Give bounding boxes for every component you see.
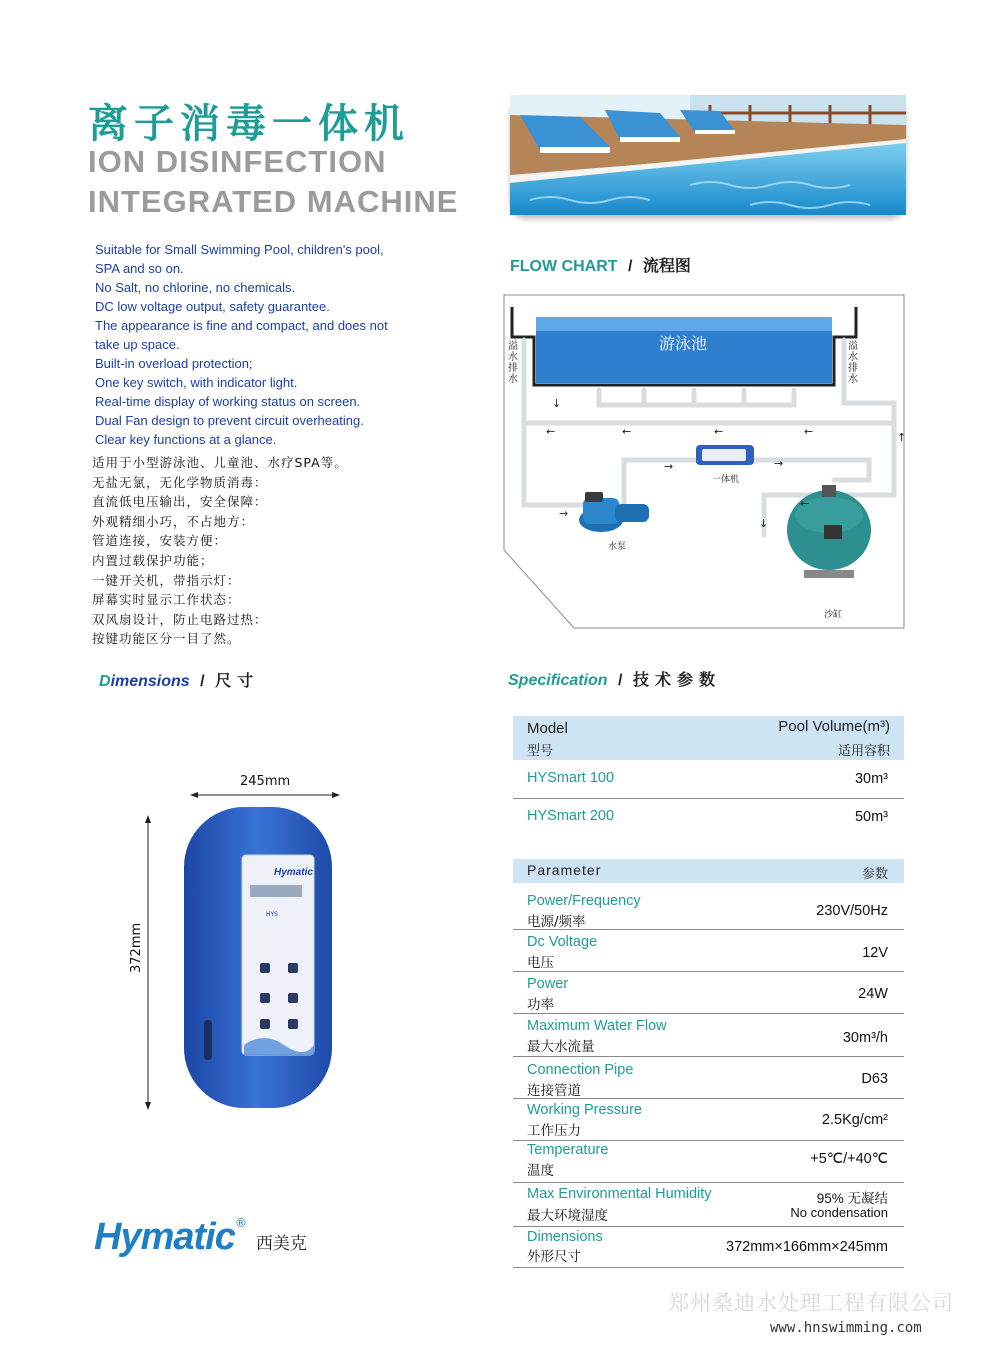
param-value: 372mm×166mm×245mm: [726, 1239, 888, 1255]
param-row: [513, 1227, 904, 1268]
device-illustration: [182, 805, 334, 1110]
param-name-cn: 连接管道: [527, 1083, 581, 1099]
svg-text:↓: ↓: [759, 517, 769, 530]
device-brand: Hymatic: [274, 867, 313, 878]
title-en-line1: ION DISINFECTION: [88, 144, 387, 179]
flow-chart-diagram: [504, 295, 907, 628]
svg-text:↓: ↓: [552, 397, 562, 410]
brand-logo: [94, 1216, 307, 1259]
svg-text:←: ←: [546, 425, 556, 438]
model-volume: 50m³: [854, 809, 888, 825]
brand-registered-mark: ®: [234, 1216, 247, 1230]
pump-label: 水泵: [608, 542, 627, 552]
param-value: 12V: [862, 945, 888, 961]
feature-cn-item: 直流低电压输出，安全保障：: [92, 494, 268, 510]
feature-en-item: Dual Fan design to prevent circuit overheating.: [95, 413, 364, 428]
param-name-cn: 电源/频率: [527, 914, 586, 930]
flow-chart-heading: [510, 253, 691, 276]
device-model: HYS: [266, 911, 278, 918]
model-name: HYSmart 200: [527, 808, 615, 824]
feature-cn-item: 外观精细小巧，不占地方：: [92, 513, 255, 529]
feature-cn-item: 一键开关机，带指示灯：: [92, 572, 241, 588]
footer-company: 郑州桑迪水处理工程有限公司: [668, 1291, 954, 1315]
model-name: HYSmart 100: [527, 770, 615, 786]
width-label: 245mm: [240, 774, 291, 789]
spec-heading-cn: 技术参数: [632, 672, 721, 689]
features-cn: [92, 453, 348, 649]
param-name-en: Temperature: [527, 1142, 609, 1158]
pool-label: 游泳池: [659, 334, 708, 353]
param-row: [513, 1100, 904, 1141]
param-row: [513, 1015, 904, 1057]
param-name-cn: 功率: [527, 997, 554, 1013]
dimensions-heading-initial: D: [99, 673, 111, 690]
flow-heading-cn: 流程图: [642, 258, 691, 275]
model-header-cn: 型号: [527, 744, 554, 759]
feature-cn-item: 管道连接，安装方便：: [92, 533, 228, 549]
param-row: [513, 973, 904, 1014]
feature-cn-item: 适用于小型游泳池、儿童池、水疗SPA等。: [92, 455, 348, 470]
dimensions-heading-cn: 尺寸: [215, 673, 260, 690]
filter-label: 沙缸: [824, 610, 843, 620]
param-value: 30m³/h: [842, 1030, 888, 1046]
spec-heading-sep: /: [618, 672, 623, 689]
param-value: D63: [861, 1071, 888, 1087]
param-name-en: Max Environmental Humidity: [527, 1186, 712, 1202]
dimensions-heading: [99, 668, 259, 691]
volume-header-en: Pool Volume(m³): [778, 718, 890, 735]
param-name-en: Dc Voltage: [527, 934, 598, 950]
feature-en-item: One key switch, with indicator light.: [95, 375, 298, 390]
brand-logo-text: Hymatic: [94, 1216, 235, 1258]
overflow-right-label: 溢水排水: [848, 341, 858, 385]
param-name-cn: 电压: [527, 955, 554, 971]
param-row: [513, 889, 904, 930]
param-name-cn: 外形尺寸: [527, 1249, 581, 1265]
feature-en-item: take up space.: [95, 337, 180, 352]
height-label: 372mm: [129, 922, 144, 973]
param-table-header: [513, 859, 904, 883]
param-name-en: Dimensions: [527, 1229, 603, 1245]
param-value-secondary: No condensation: [790, 1205, 888, 1220]
svg-text:→: →: [559, 507, 569, 520]
svg-text:←: ←: [622, 425, 632, 438]
model-volume: 30m³: [854, 771, 888, 787]
svg-text:←: ←: [804, 425, 814, 438]
svg-text:←: ←: [714, 425, 724, 438]
dimensions-heading-sep: /: [200, 673, 205, 690]
feature-cn-item: 按键功能区分一目了然。: [92, 631, 241, 647]
param-name-cn: 最大环境湿度: [527, 1208, 608, 1224]
feature-en-item: SPA and so on.: [95, 261, 184, 276]
svg-text:→: →: [664, 460, 674, 473]
specification-heading: [508, 667, 721, 690]
param-row: [513, 931, 904, 972]
pool-photo: [510, 95, 906, 215]
param-name-en: Maximum Water Flow: [527, 1018, 667, 1034]
param-header-right: 参数: [861, 867, 888, 882]
brand-cn: 西美克: [255, 1234, 307, 1254]
model-row: [513, 799, 904, 837]
param-row: [513, 1058, 904, 1099]
feature-en-item: The appearance is fine and compact, and does not: [95, 318, 388, 333]
param-header-left: Parameter: [527, 862, 602, 878]
svg-text:←: ←: [800, 497, 810, 510]
feature-en-item: No Salt, no chlorine, no chemicals.: [95, 280, 296, 295]
param-name-cn: 工作压力: [527, 1123, 581, 1139]
param-value: 2.5Kg/cm²: [821, 1112, 888, 1128]
param-name-en: Connection Pipe: [527, 1062, 634, 1078]
footer-url: www.hnswimming.com: [770, 1320, 922, 1336]
model-header-en: Model: [527, 720, 568, 737]
param-name-en: Power: [527, 976, 569, 992]
title-en-line2: INTEGRATED MACHINE: [88, 184, 459, 219]
param-name-cn: 温度: [527, 1163, 554, 1179]
feature-en-item: Clear key functions at a glance.: [95, 432, 277, 447]
param-row: [513, 1142, 904, 1183]
feature-cn-item: 内置过载保护功能；: [92, 552, 214, 568]
volume-header-cn: 适用容积: [837, 744, 890, 759]
param-name-cn: 最大水流量: [527, 1039, 595, 1055]
overflow-left-label: 溢水排水: [508, 341, 518, 385]
param-name-en: Working Pressure: [527, 1102, 642, 1118]
param-value: 24W: [858, 986, 888, 1002]
feature-en-item: Built-in overload protection;: [95, 356, 253, 371]
param-value: 230V/50Hz: [816, 903, 888, 919]
param-value: +5℃/+40℃: [810, 1151, 888, 1167]
spec-heading-en: Specification: [508, 672, 608, 689]
feature-en-item: Real-time display of working status on screen.: [95, 394, 361, 409]
title-cn: 离子消毒一体机: [88, 101, 410, 147]
features-en: [95, 240, 415, 449]
feature-en-item: Suitable for Small Swimming Pool, children's pool,: [95, 242, 384, 257]
unit-label: 一体机: [712, 475, 740, 485]
param-row: [513, 1184, 904, 1227]
flow-heading-en: FLOW CHART: [510, 258, 618, 275]
dimensions-heading-en: imensions: [110, 673, 190, 690]
feature-cn-item: 无盐无氯，无化学物质消毒：: [92, 474, 268, 490]
model-row: [513, 760, 904, 799]
feature-cn-item: 屏幕实时显示工作状态：: [92, 592, 241, 608]
width-dimension-line: [190, 790, 340, 800]
param-name-en: Power/Frequency: [527, 893, 641, 909]
feature-en-item: DC low voltage output, safety guarantee.: [95, 299, 330, 314]
svg-text:→: →: [774, 457, 784, 470]
param-value: 95% 无凝结: [816, 1191, 888, 1206]
model-table-header: [513, 716, 904, 760]
svg-text:↑: ↑: [897, 431, 907, 444]
flow-heading-sep: /: [627, 258, 633, 275]
feature-cn-item: 双风扇设计，防止电路过热：: [92, 611, 268, 627]
